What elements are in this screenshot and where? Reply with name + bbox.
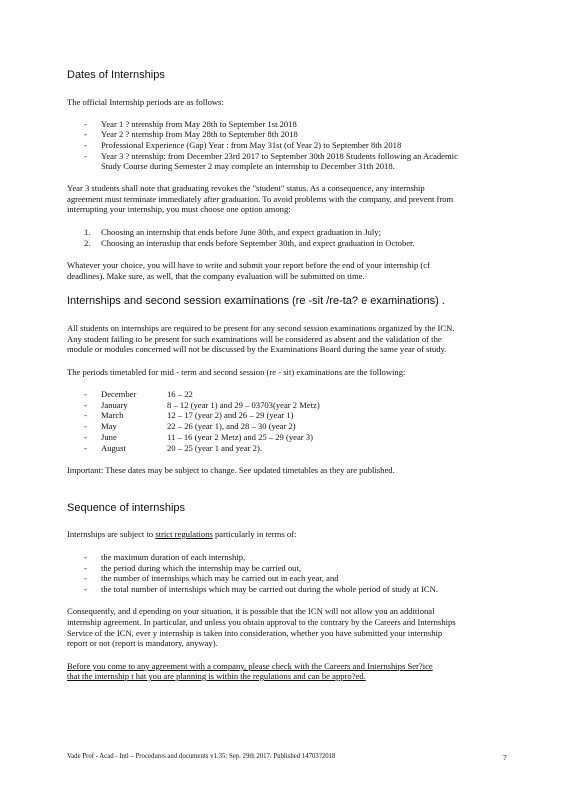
- bullet-dash: -: [84, 443, 87, 453]
- list-item: the total number of internships which may be carried out during the whole period of study at ICN.: [101, 584, 438, 594]
- bullet-dash: -: [84, 389, 87, 399]
- paragraph-note: Important: These dates may be subject to change. See updated timetables as they are published.: [67, 465, 395, 475]
- paragraph-intro: The official Internship periods are as follows:: [67, 97, 224, 107]
- exam-month: June: [101, 432, 117, 442]
- bullet-dash: -: [84, 563, 87, 573]
- section-heading-sequence: Sequence of internships: [67, 502, 186, 514]
- paragraph-line: internship agreement. In particular, and unless you obtain approval to the contrary by the Careers and Internships: [67, 617, 456, 627]
- page-number: 7: [503, 753, 507, 762]
- list-item-continuation: Study Course during Semester 2 may complete an internship to December 31th 2018.: [101, 161, 395, 171]
- numbered-item: Choosing an internship that ends before June 30th, and expect graduation in July;: [101, 227, 381, 237]
- warning-line: that the internship t hat you are planning is within the regulations and can be appro?ed.: [67, 671, 366, 681]
- warning-line: Before you come to any agreement with a company, please check with the Careers and Internships Ser?ice: [67, 661, 433, 671]
- bullet-dash: -: [84, 119, 87, 129]
- paragraph-intro: [67, 529, 507, 539]
- paragraph-line: Service of the ICN, ever y internship is taken into consideration, whether you have submitted your internship: [67, 628, 443, 638]
- list-item: Professional Experience (Gap) Year : from May 31st (of Year 2) to September 8th 2018: [101, 140, 402, 150]
- list-item: Year 2 ? nternship from May 28th to September 8th 2018: [101, 129, 298, 139]
- paragraph-line: module or modules concerned will not be discussed by the Examinations Board during the same year of study.: [67, 344, 447, 354]
- bullet-dash: -: [84, 584, 87, 594]
- exam-period: 20 – 25 (year 1 and year 2).: [167, 443, 262, 453]
- list-item: the maximum duration of each internship,: [101, 552, 246, 562]
- bullet-dash: -: [84, 140, 87, 150]
- paragraph-line: Consequently, and d epending on your situation, it is possible that the ICN will not allow you an additional: [67, 606, 435, 616]
- exam-month: March: [101, 410, 124, 420]
- intro-text: particularly in terms of:: [212, 529, 297, 539]
- paragraph-line: Whatever your choice, you will have to write and submit your report before the end of your internship (cf: [67, 260, 430, 270]
- intro-text: Internships are subject to: [67, 529, 156, 539]
- list-number: 1.: [84, 227, 91, 237]
- bullet-dash: -: [84, 552, 87, 562]
- bullet-dash: -: [84, 421, 87, 431]
- exam-period: 16 – 22: [167, 389, 193, 399]
- exam-period: 22 – 26 (year 1), and 28 – 30 (year 2): [167, 421, 296, 431]
- list-item: the number of internships which may be carried out in each year, and: [101, 573, 339, 583]
- paragraph-line: deadlines). Make sure, as well, that the company evaluation will be submitted on time.: [67, 271, 365, 281]
- bullet-dash: -: [84, 129, 87, 139]
- bullet-dash: -: [84, 432, 87, 442]
- exam-period: 11 – 16 (year 2 Metz) and 25 – 29 (year 3): [167, 432, 313, 442]
- footer-text: Vade Prof - Acad - Intl – Procedures and documents v1.35: Sep. 29th 2017. Published 14703?2018: [67, 753, 336, 760]
- paragraph-line: interrupting your internship, you must choose one option among:: [67, 204, 291, 214]
- list-item: Year 1 ? nternship from May 28th to September 1st 2018: [101, 119, 297, 129]
- exam-month: August: [101, 443, 126, 453]
- bullet-dash: -: [84, 410, 87, 420]
- paragraph-line: report or not (report is mandatory, anyway).: [67, 638, 218, 648]
- paragraph-line: Year 3 students shall note that graduating revokes the "student" status. As a consequence, any internship: [67, 183, 425, 193]
- exam-period: 8 – 12 (year 1) and 29 – 03703(year 2 Metz): [167, 400, 320, 410]
- numbered-item: Choosing an internship that ends before September 30th, and expect graduation in October.: [101, 238, 415, 248]
- list-number: 2.: [84, 238, 91, 248]
- paragraph-line: The periods timetabled for mid - term and second session (re - sit) examinations are the following:: [67, 367, 406, 377]
- exam-month: May: [101, 421, 117, 431]
- strict-regulations-link[interactable]: strict regulations: [155, 529, 213, 539]
- exam-period: 12 – 17 (year 2) and 26 – 29 (year 1): [167, 410, 294, 420]
- bullet-dash: -: [84, 151, 87, 161]
- bullet-dash: -: [84, 573, 87, 583]
- exam-month: January: [101, 400, 128, 410]
- list-item: the period during which the internship may be carried out,: [101, 563, 301, 573]
- section-heading-dates: Dates of Internships: [67, 69, 165, 81]
- paragraph-line: Any student failing to be present for such examinations will be considered as absent and the validation of the: [67, 334, 442, 344]
- list-item: Year 3 ? nternship: from December 23rd 2017 to September 30th 2018 Students following an Academic: [101, 151, 458, 161]
- section-heading-exams: Internships and second session examinations (re -sit /re-ta? e examinations) .: [67, 295, 445, 307]
- paragraph-line: All students on internships are required to be present for any second session examinations organized by the ICN.: [67, 323, 455, 333]
- paragraph-line: agreement must terminate immediately after graduation. To avoid problems with the company, and prevent from: [67, 194, 454, 204]
- bullet-dash: -: [84, 400, 87, 410]
- exam-month: December: [101, 389, 137, 399]
